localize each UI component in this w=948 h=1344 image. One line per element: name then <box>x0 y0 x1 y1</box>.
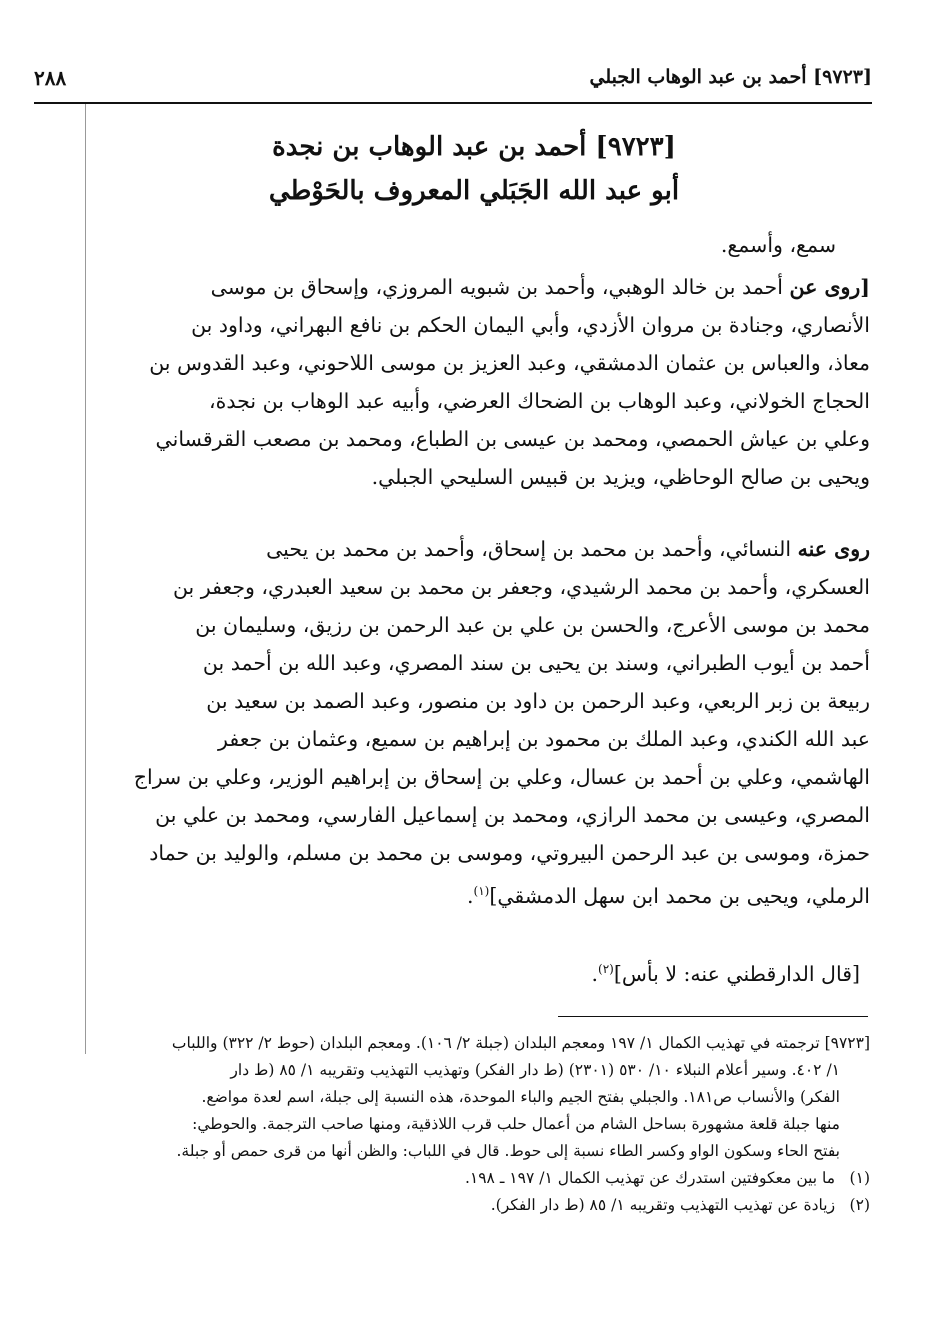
footnote-rule <box>558 1016 868 1017</box>
text-line: المصري، وعيسى بن محمد الرازي، ومحمد بن إسماعيل الفارسي، ومحمد بن علي بن <box>155 803 870 827</box>
entry-subtitle: أبو عبد الله الجَبَلي المعروف بالحَوْطي <box>268 176 680 206</box>
page-header <box>34 62 872 100</box>
text-line: أحمد بن أيوب الطبراني، وسند بن يحيى بن سند المصري، وعبد الله بن أحمد بن <box>202 651 870 675</box>
narrated-from-label: [روى عن <box>789 275 870 299</box>
listen-line: سمع، وأسمع. <box>720 233 836 257</box>
footnote-1-text: ما بين معكوفتين استدرك عن تهذيب الكمال ١/ ١٩٧ ـ ١٩٨. <box>464 1169 836 1187</box>
daraqutni-statement <box>591 950 860 993</box>
page-number: ٢٨٨ <box>34 66 67 90</box>
footnote-1-number: (١) <box>849 1169 870 1187</box>
text-line: ربيعة بن زبر الربعي، وعبد الرحمن بن داود بن منصور، وعبد الصمد بن سعيد بن <box>206 689 870 713</box>
narrated-by-paragraph <box>62 530 870 915</box>
narrated-from-paragraph <box>62 268 870 496</box>
text-line: الحجاج الخولاني، وعبد الوهاب بن الضحاك العرضي، وأبيه عبد الوهاب بن نجدة، <box>209 389 870 413</box>
footnote-1 <box>62 1165 870 1192</box>
text-line-content: أحمد بن خالد الوهبي، وأحمد بن شبويه المروزي، وإسحاق بن موسى <box>210 275 783 299</box>
text-line: وعلي بن عياش الحمصي، ومحمد بن عيسى بن الطباع، ومحمد بن مصعب القرقساني <box>155 427 870 451</box>
text-line: العسكري، وأحمد بن محمد الرشيدي، وجعفر بن محمد بن سعيد العبدري، وجعفر بن <box>172 575 870 599</box>
text-line: ويحيى بن صالح الوحاظي، ويزيد بن قبيس السليحي الجبلي. <box>371 465 870 489</box>
text-line: الهاشمي، وعلي بن أحمد بن عسال، وعلي بن إسحاق بن إبراهيم الوزير، وعلي بن سراج <box>133 765 870 789</box>
footnote-2 <box>62 1192 870 1219</box>
footnote-2-number: (٢) <box>849 1196 870 1214</box>
text-line <box>62 268 870 306</box>
footnote-line: [٩٧٢٣] ترجمته في تهذيب الكمال ١/ ١٩٧ ومعجم البلدان (جبلة ٢/ ١٠٦). ومعجم البلدان (حوط ٢/ ٣٢٢) واللباب <box>171 1034 870 1052</box>
header-rule <box>34 102 872 104</box>
footnote-line: بفتح الحاء وسكون الواو وكسر الطاء نسبة إلى حوط. قال في اللباب: والظن أنها من قرى حمص أو جبلة. <box>176 1142 840 1160</box>
statement-text: [قال الدارقطني عنه: لا بأس] <box>613 961 860 986</box>
footnotes <box>62 1030 870 1219</box>
footnote-line: منها جبلة قلعة مشهورة بساحل الشام من أعمال حلب قرب اللاذقية، ومنها صاحب الترجمة. والحوطي: <box>192 1115 840 1133</box>
footnote-2-text: زيادة عن تهذيب التهذيب وتقريبه ١/ ٨٥ (ط دار الفكر). <box>490 1196 836 1214</box>
listen-paragraph <box>721 226 836 264</box>
footnote-ref-1[interactable]: (١) <box>473 884 490 898</box>
running-title: [٩٧٢٣] أحمد بن عبد الوهاب الجبلي <box>589 66 872 88</box>
text-line: محمد بن موسى الأعرج، والحسن بن علي بن عبد الرحمن بن رزيق، وسليمان بن <box>195 613 870 637</box>
text-line <box>591 950 860 993</box>
text-line: معاذ، والعباس بن عثمان الدمشقي، وعبد العزيز بن موسى اللاحوني، وعبد القدوس بن <box>149 351 870 375</box>
footnote-line: الفكر) والأنساب ص١٨١. والجبلي بفتح الجيم والباء الموحدة، هذه النسبة إلى جبلة، اسم لعدة مواضع. <box>201 1088 840 1106</box>
text-line-content: الرملي، ويحيى بن محمد ابن سهل الدمشقي] <box>489 883 870 908</box>
entry-title: [٩٧٢٣] أحمد بن عبد الوهاب بن نجدة <box>272 132 676 162</box>
footnote-line: ١/ ٤٠٢. وسير أعلام النبلاء ١٠/ ٥٣٠ (٢٣٠١) (ط دار الفكر) وتهذيب التهذيب وتقريبه ١/ ٨٥ (ط دار <box>230 1061 840 1079</box>
text-line: الأنصاري، وجنادة بن مروان الأزدي، وأبي اليمان الحكم بن نافع البهراني، وداود بن <box>191 313 870 337</box>
line-end-period: . <box>591 961 598 986</box>
text-line <box>62 530 870 568</box>
narrated-by-label: روى عنه <box>797 537 870 561</box>
footnote-main <box>62 1030 870 1165</box>
text-line-content: النسائي، وأحمد بن محمد بن إسحاق، وأحمد بن محمد بن يحيى <box>266 537 792 561</box>
text-line: حمزة، وموسى بن عبد الرحمن البيروتي، وموسى بن محمد بن مسلم، والوليد بن حماد <box>149 841 870 865</box>
text-line: عبد الله الكندي، وعبد الملك بن محمود بن إبراهيم بن سميع، وعثمان بن جعفر <box>218 727 870 751</box>
footnote-ref-2[interactable]: (٢) <box>598 962 614 976</box>
text-line <box>62 872 870 915</box>
line-end-period: . <box>466 883 474 908</box>
